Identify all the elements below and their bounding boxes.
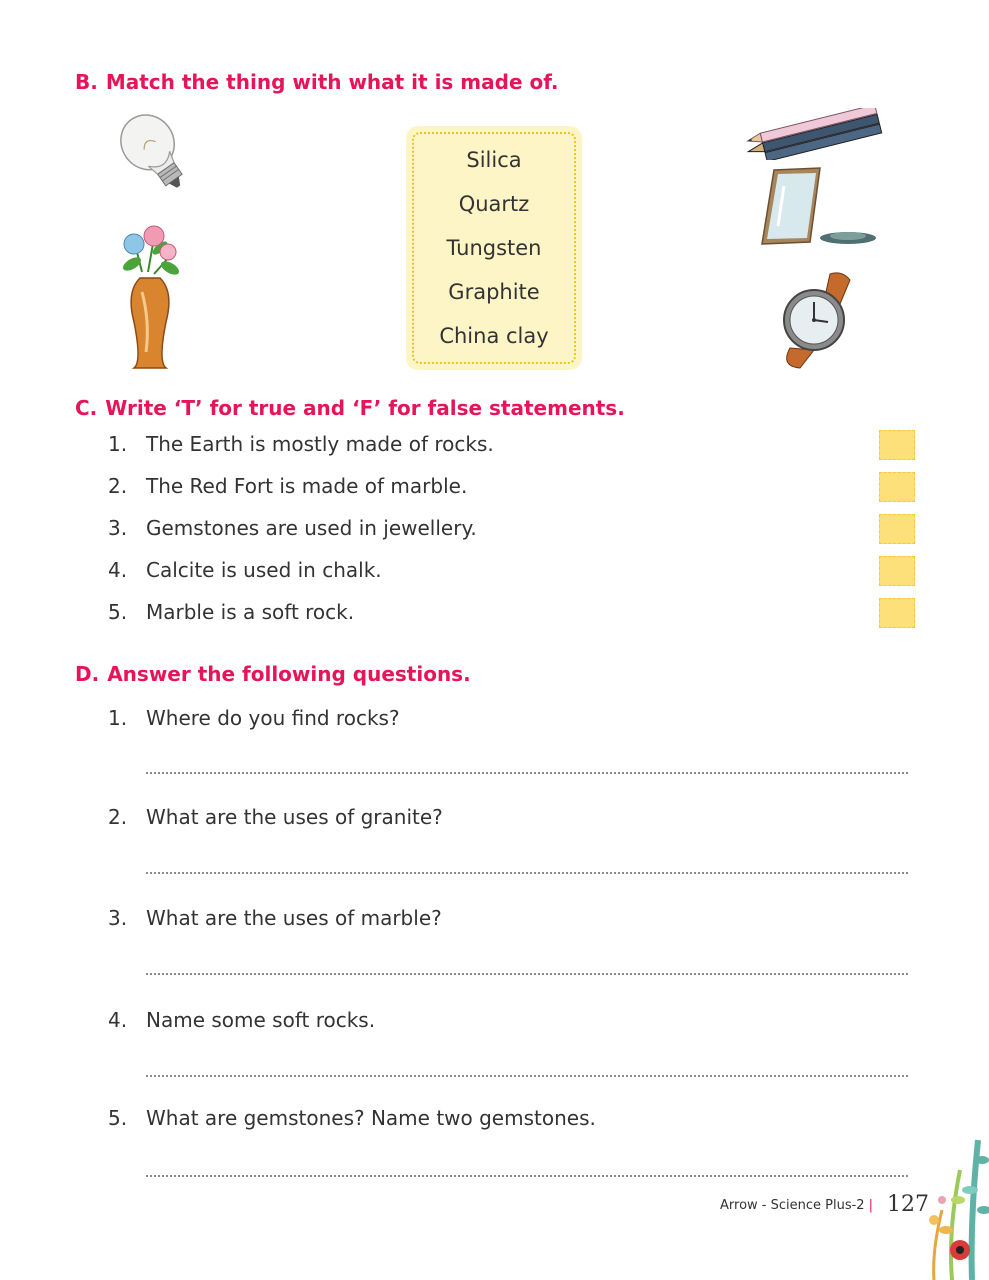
page-number: 127 <box>887 1192 929 1217</box>
tf-answer-box[interactable] <box>879 430 915 460</box>
tf-answer-box[interactable] <box>879 514 915 544</box>
light-bulb-picture <box>112 108 198 198</box>
word-quartz: Quartz <box>458 192 530 216</box>
tf-statement <box>108 474 467 498</box>
tf-number: 3. <box>108 516 128 540</box>
word-graphite: Graphite <box>448 280 540 304</box>
section-d-title: Answer the following questions. <box>107 662 471 686</box>
question-text: Name some soft rocks. <box>146 1008 376 1032</box>
question-number: 4. <box>108 1008 128 1032</box>
answer-line[interactable] <box>146 872 908 874</box>
answer-line[interactable] <box>146 973 908 975</box>
question-number: 1. <box>108 706 128 730</box>
tf-statement <box>108 558 382 582</box>
footer-book-title <box>720 1198 877 1213</box>
tf-text: The Red Fort is made of marble. <box>146 474 468 498</box>
word-china-clay: China clay <box>439 324 549 348</box>
pencils-picture <box>740 108 890 160</box>
tf-number: 4. <box>108 558 128 582</box>
mirror-picture <box>756 166 880 250</box>
question-number: 2. <box>108 805 128 829</box>
word-bank <box>406 126 582 370</box>
tf-statement <box>108 516 477 540</box>
section-d-heading <box>75 662 471 686</box>
question <box>108 1106 596 1130</box>
tf-number: 1. <box>108 432 128 456</box>
question <box>108 805 443 829</box>
word-tungsten: Tungsten <box>446 236 542 260</box>
question <box>108 906 442 930</box>
book-title: Arrow - Science Plus-2 <box>720 1198 865 1213</box>
tf-answer-box[interactable] <box>879 598 915 628</box>
section-c-title: Write ‘T’ for true and ‘F’ for false statements. <box>105 396 625 420</box>
tf-text: Gemstones are used in jewellery. <box>146 516 477 540</box>
flower-vase-picture <box>112 222 188 372</box>
tf-statement <box>108 600 354 624</box>
tf-number: 2. <box>108 474 128 498</box>
question-number: 5. <box>108 1106 128 1130</box>
footer-separator: | <box>868 1198 873 1213</box>
word-silica: Silica <box>466 148 522 172</box>
question-text: What are the uses of marble? <box>146 906 442 930</box>
question <box>108 1008 375 1032</box>
section-c-heading <box>75 396 625 420</box>
tf-text: Calcite is used in chalk. <box>146 558 382 582</box>
answer-line[interactable] <box>146 1075 908 1077</box>
tf-text: The Earth is mostly made of rocks. <box>146 432 494 456</box>
wrist-watch-picture <box>770 270 866 372</box>
section-b-title: Match the thing with what it is made of. <box>105 70 559 94</box>
plant-decoration-icon <box>912 1100 989 1280</box>
section-d-letter: D. <box>75 662 100 686</box>
tf-text: Marble is a soft rock. <box>146 600 355 624</box>
question-number: 3. <box>108 906 128 930</box>
tf-answer-box[interactable] <box>879 472 915 502</box>
question-text: What are gemstones? Name two gemstones. <box>146 1106 596 1130</box>
answer-line[interactable] <box>146 1175 908 1177</box>
question-text: What are the uses of granite? <box>146 805 443 829</box>
tf-answer-box[interactable] <box>879 556 915 586</box>
section-b-heading <box>75 70 558 94</box>
section-b-letter: B. <box>75 70 98 94</box>
tf-statement <box>108 432 494 456</box>
section-c-letter: C. <box>75 396 98 420</box>
tf-number: 5. <box>108 600 128 624</box>
question <box>108 706 400 730</box>
question-text: Where do you find rocks? <box>146 706 400 730</box>
answer-line[interactable] <box>146 772 908 774</box>
